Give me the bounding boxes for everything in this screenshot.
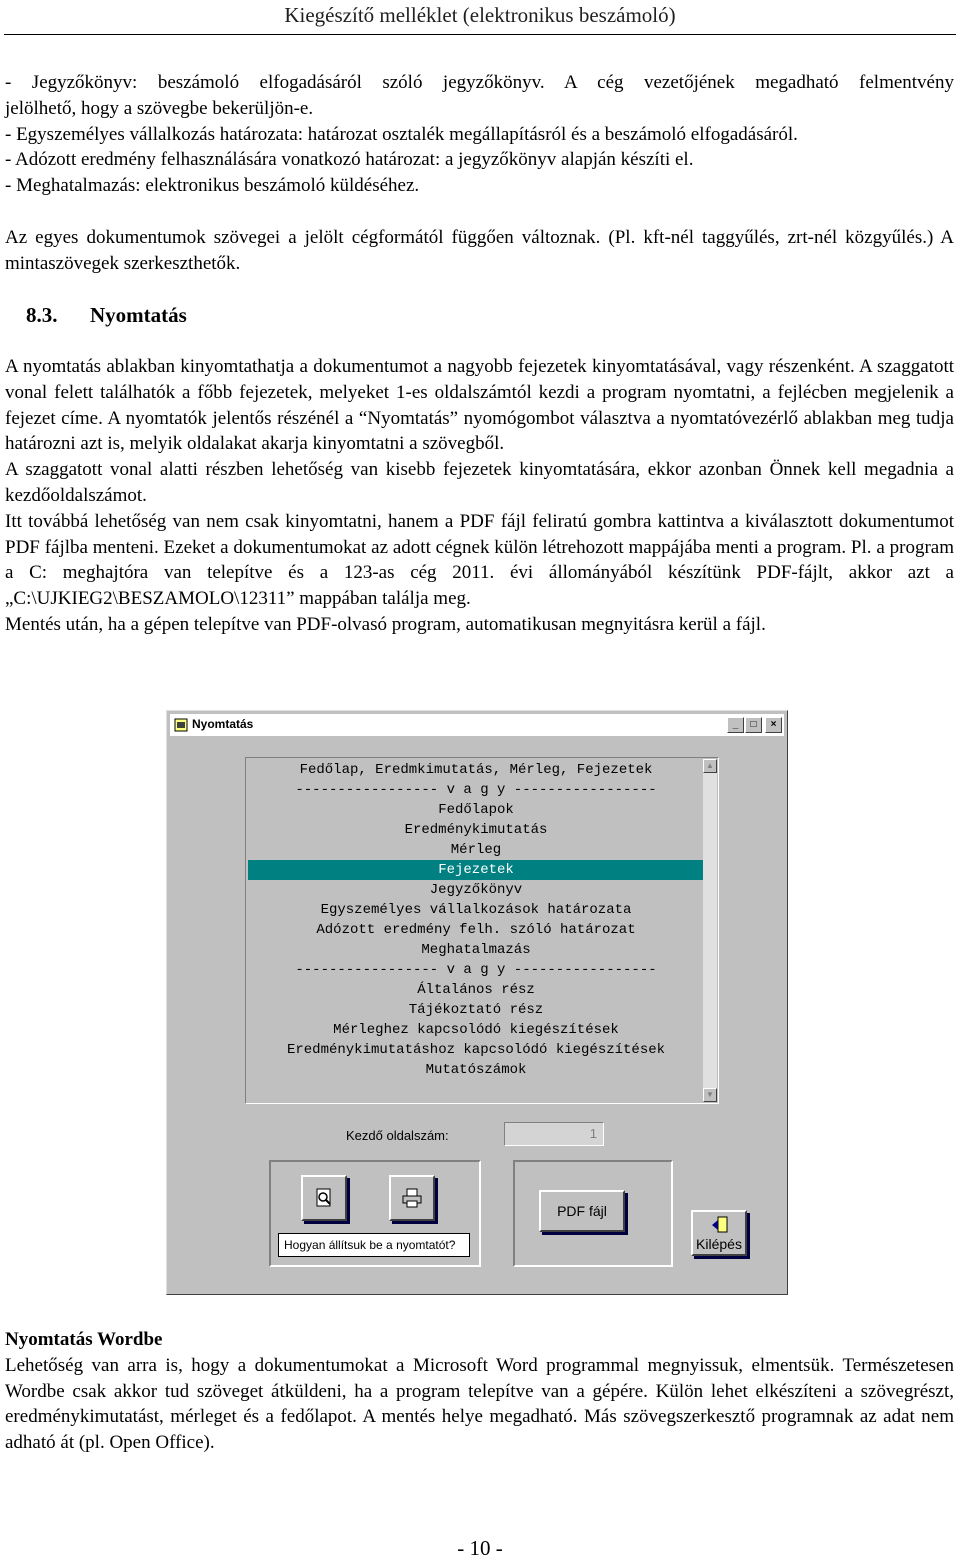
listbox-scrollbar[interactable] (703, 759, 717, 1102)
dialog-client (170, 738, 784, 1291)
print-preview-icon (313, 1187, 335, 1209)
list-item[interactable]: Fedőlap, Eredmkimutatás, Mérleg, Fejezetek (299, 762, 653, 778)
exit-button[interactable] (691, 1210, 747, 1256)
list-item[interactable]: ----------------- v a g y ----------------- (295, 782, 657, 798)
print-dialog (166, 710, 788, 1295)
maximize-button[interactable]: □ (745, 717, 762, 733)
body-paragraph: A szaggatott vonal alatti részben lehetőség van kisebb fejezetek kinyomtatására, ekkor azonban Önnek kell megadnia a kezdőoldalszámot. (5, 459, 954, 506)
section-number: 8.3. (26, 303, 58, 327)
wordbe-title: Nyomtatás Wordbe (5, 1329, 163, 1350)
dialog-titlebar (170, 714, 784, 736)
document-listbox[interactable] (245, 757, 719, 1104)
body-paragraph: A nyomtatás ablakban kinyomtathatja a dokumentumot a nagyobb fejezetek kinyomtatásával, vagy részenként. A szaggatott vonal felett találhatók a főbb fejezetek, melyeket 1-es oldalszámtól kezdi a program nyomtatni, a fejlécben megjelenik a fejezet címe. A nyomtatók jelentős részénél a “Nyomtatás” nyomógombot választva a nyomtatóvezérlő ablakban meg tudja határozni azt is, melyik oldalakat akarja kinyomtatni a szövegből. (5, 356, 954, 455)
minimize-button[interactable]: _ (727, 717, 744, 733)
intro-line: - Adózott eredmény felhasználására vonatkozó határozat: a jegyzőkönyv alapján készíti el. (5, 149, 694, 171)
intro-line: jelölhető, hogy a szövegbe bekerüljön-e. (5, 97, 314, 119)
paragraph-forms: Az egyes dokumentumok szövegei a jelölt cégformától függően változnak. (Pl. kft-nél taggyűlés, zrt-nél közgyűlés.) A mintaszövegek szerkeszthetők. (5, 227, 954, 274)
body-paragraph: Mentés után, ha a gépen telepítve van PDF-olvasó program, automatikusan megnyitásra kerül a fájl. (5, 613, 766, 635)
list-item[interactable]: Egyszemélyes vállalkozások határozata (320, 902, 632, 918)
pdf-panel (513, 1160, 673, 1267)
list-item[interactable]: Jegyzőkönyv (429, 882, 523, 898)
header-rule (4, 34, 956, 35)
list-item[interactable]: ----------------- v a g y ----------------- (295, 962, 657, 978)
list-item[interactable]: Eredménykimutatás (404, 822, 548, 838)
section-heading (26, 303, 187, 328)
list-item[interactable]: Mérleg (450, 842, 502, 858)
intro-line: - Meghatalmazás: elektronikus beszámoló küldéséhez. (5, 175, 420, 197)
body-paragraph: Itt továbbá lehetőség van nem csak kinyomtatni, hanem a PDF fájl feliratú gombra kattintva a kiválasztott dokumentumot PDF fájlba menteni. Ezeket a dokumentumokat az adott cégnek külön létrehozott mappájába menti a program. Pl. a program a C: meghajtóra van telepítve és a 123-as cég 2011. évi állományából készítünk PDF-fájlt, akkor azt a „C:\UJKIEG2\BESZAMOLO\12311” mappában találja meg. (5, 510, 954, 610)
intro-line: - Egyszemélyes vállalkozás határozata: határozat osztalék megállapításról és a beszámoló elfogadásáról. (5, 123, 798, 145)
start-page-label: Kezdő oldalszám: (346, 1128, 449, 1143)
wordbe-text: Lehetőség van arra is, hogy a dokumentumokat a Microsoft Word programmal megnyissuk, elmentsük. Természetesen Wordbe csak akkor tud szöveget átküldeni, ha a program telepítve van a gépére. Külön lehet elkészíteni a szövegrészt, eredménykimutatást, mérleget és a fedőlapot. A mentés helye megadható. Más szövegszerkesztő programnak az adat nem adható át (pl. Open Office). (5, 1354, 954, 1454)
list-item[interactable]: Mutatószámok (425, 1062, 527, 1078)
exit-door-icon (710, 1216, 730, 1234)
printer-icon (401, 1187, 423, 1209)
pdf-file-button[interactable]: PDF fájl (539, 1190, 625, 1232)
body-text (5, 354, 954, 638)
dialog-title: Nyomtatás (192, 717, 254, 731)
listbox-items (248, 760, 704, 1101)
app-window-icon (174, 718, 188, 732)
list-item[interactable]: Eredménykimutatáshoz kapcsolódó kiegészítések (286, 1042, 666, 1058)
page-number: - 10 - (457, 1536, 503, 1560)
list-item[interactable]: Fejezetek (248, 860, 704, 880)
intro-list (5, 70, 954, 199)
printer-setup-hint[interactable]: Hogyan állítsuk be a nyomtatót? (278, 1233, 470, 1257)
print-button[interactable] (389, 1175, 435, 1221)
start-page-input[interactable]: 1 (504, 1122, 604, 1146)
list-item[interactable]: Tájékoztató rész (408, 1002, 544, 1018)
intro-line: - Jegyzőkönyv: beszámoló elfogadásáról szóló jegyzőkönyv. A cég vezetőjének megadható felmentvény (5, 72, 954, 93)
list-item[interactable]: Meghatalmazás (421, 942, 531, 958)
page-header: Kiegészítő melléklet (elektronikus beszámoló) (284, 3, 676, 27)
list-item[interactable]: Általános rész (417, 982, 535, 998)
scroll-down-icon[interactable]: ▼ (703, 1088, 717, 1102)
wordbe-section (5, 1327, 954, 1456)
close-button[interactable]: × (765, 717, 782, 733)
exit-button-label: Kilépés (696, 1236, 742, 1252)
section-title: Nyomtatás (90, 303, 187, 327)
print-preview-button[interactable] (301, 1175, 347, 1221)
scroll-up-icon[interactable]: ▲ (703, 759, 717, 773)
list-item[interactable]: Adózott eredmény felh. szóló határozat (316, 922, 636, 938)
list-item[interactable]: Mérleghez kapcsolódó kiegészítések (333, 1022, 619, 1038)
list-item[interactable]: Fedőlapok (438, 802, 514, 818)
